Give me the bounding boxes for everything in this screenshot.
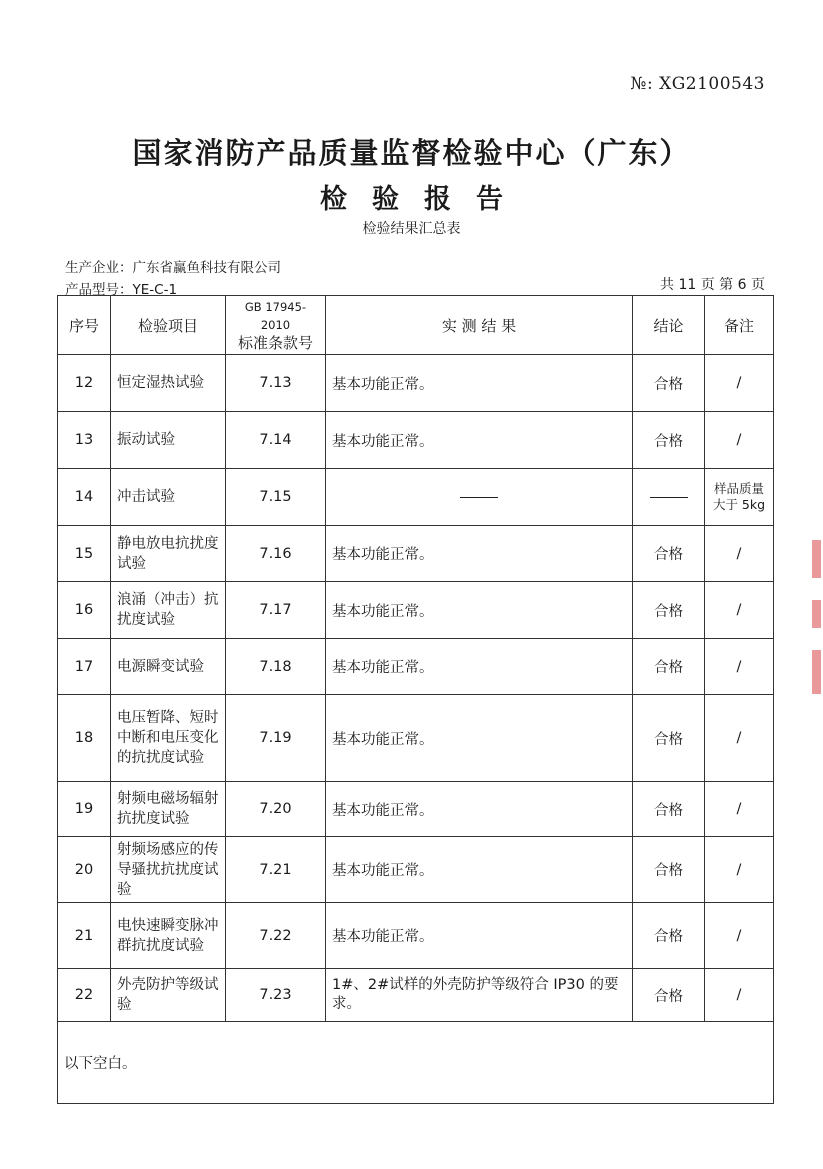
row-result: 基本功能正常。: [326, 903, 633, 969]
row-no: 14: [58, 469, 111, 526]
row-clause: 7.15: [226, 469, 326, 526]
seal-edge-stamp: [812, 540, 823, 710]
row-note: 样品质量大于 5kg: [705, 469, 774, 526]
row-result: 基本功能正常。: [326, 412, 633, 469]
row-item: 电快速瞬变脉冲群抗扰度试验: [111, 903, 226, 969]
row-item: 振动试验: [111, 412, 226, 469]
row-no: 12: [58, 355, 111, 412]
table-row: [58, 469, 774, 526]
row-item: 浪涌（冲击）抗扰度试验: [111, 582, 226, 639]
report-title: 国家消防产品质量监督检验中心（广东）: [132, 136, 691, 170]
row-result: 基本功能正常。: [326, 582, 633, 639]
manufacturer-line: 生产企业：广东省赢鱼科技有限公司: [65, 260, 281, 276]
row-item: 射频场感应的传导骚扰抗扰度试验: [111, 837, 226, 903]
table-header-row: [58, 296, 774, 355]
table-row: [58, 903, 774, 969]
row-verdict: 合格: [633, 782, 705, 837]
table-footer-row: [58, 1022, 774, 1104]
model-line: 产品型号：YE-C-1: [65, 282, 178, 298]
header-item: 检验项目: [111, 296, 226, 355]
row-item: 外壳防护等级试验: [111, 969, 226, 1022]
row-clause: 7.16: [226, 526, 326, 582]
row-clause: 7.19: [226, 695, 326, 782]
row-item: 电源瞬变试验: [111, 639, 226, 695]
row-result: 基本功能正常。: [326, 782, 633, 837]
header-verdict: 结论: [633, 296, 705, 355]
row-item: 射频电磁场辐射抗扰度试验: [111, 782, 226, 837]
row-item: 冲击试验: [111, 469, 226, 526]
row-no: 20: [58, 837, 111, 903]
row-no: 21: [58, 903, 111, 969]
row-clause: 7.14: [226, 412, 326, 469]
row-note: /: [705, 695, 774, 782]
row-no: 17: [58, 639, 111, 695]
row-verdict: 合格: [633, 526, 705, 582]
table-row: [58, 837, 774, 903]
row-clause: 7.18: [226, 639, 326, 695]
table-row: [58, 639, 774, 695]
table-row: [58, 526, 774, 582]
row-clause: 7.23: [226, 969, 326, 1022]
row-note: /: [705, 639, 774, 695]
report-number: №: XG2100543: [630, 74, 765, 94]
row-result: 1#、2#试样的外壳防护等级符合 IP30 的要求。: [326, 969, 633, 1022]
row-verdict: 合格: [633, 582, 705, 639]
row-verdict: 合格: [633, 355, 705, 412]
table-row: [58, 782, 774, 837]
header-clause: 标准条款号: [237, 334, 313, 352]
row-result: 基本功能正常。: [326, 639, 633, 695]
row-no: 15: [58, 526, 111, 582]
table-row: [58, 582, 774, 639]
section-title: 检验结果汇总表: [362, 221, 461, 237]
table-row: [58, 969, 774, 1022]
row-verdict-empty: [633, 469, 705, 526]
row-verdict: 合格: [633, 903, 705, 969]
row-verdict: 合格: [633, 412, 705, 469]
row-no: 13: [58, 412, 111, 469]
row-no: 16: [58, 582, 111, 639]
dash-mark: [650, 497, 688, 498]
header-standard-code: GB 17945-2010: [244, 300, 307, 332]
row-verdict: 合格: [633, 969, 705, 1022]
row-result-empty: [326, 469, 633, 526]
row-clause: 7.17: [226, 582, 326, 639]
row-result: 基本功能正常。: [326, 695, 633, 782]
row-note: /: [705, 969, 774, 1022]
row-no: 22: [58, 969, 111, 1022]
row-note: /: [705, 355, 774, 412]
row-clause: 7.13: [226, 355, 326, 412]
table-row: [58, 412, 774, 469]
row-item: 电压暂降、短时中断和电压变化的抗扰度试验: [111, 695, 226, 782]
row-note: /: [705, 903, 774, 969]
dash-mark: [460, 497, 498, 498]
row-note: /: [705, 412, 774, 469]
row-result: 基本功能正常。: [326, 526, 633, 582]
row-no: 19: [58, 782, 111, 837]
row-clause: 7.21: [226, 837, 326, 903]
row-note: /: [705, 837, 774, 903]
footer-note: 以下空白。: [58, 1022, 774, 1104]
row-clause: 7.22: [226, 903, 326, 969]
row-note: /: [705, 526, 774, 582]
header-note: 备注: [705, 296, 774, 355]
report-subtitle: 检验报告: [320, 184, 528, 215]
row-item: 静电放电抗扰度试验: [111, 526, 226, 582]
row-verdict: 合格: [633, 695, 705, 782]
row-note: /: [705, 582, 774, 639]
row-verdict: 合格: [633, 837, 705, 903]
header-standard: [226, 296, 326, 355]
row-result: 基本功能正常。: [326, 355, 633, 412]
row-no: 18: [58, 695, 111, 782]
header-result: 实 测 结 果: [326, 296, 633, 355]
row-item: 恒定湿热试验: [111, 355, 226, 412]
row-verdict: 合格: [633, 639, 705, 695]
row-clause: 7.20: [226, 782, 326, 837]
results-table: [57, 295, 774, 1104]
table-row: [58, 355, 774, 412]
page-info: 共 11 页 第 6 页: [660, 277, 765, 293]
header-no: 序号: [58, 296, 111, 355]
table-row: [58, 695, 774, 782]
row-note: /: [705, 782, 774, 837]
row-result: 基本功能正常。: [326, 837, 633, 903]
